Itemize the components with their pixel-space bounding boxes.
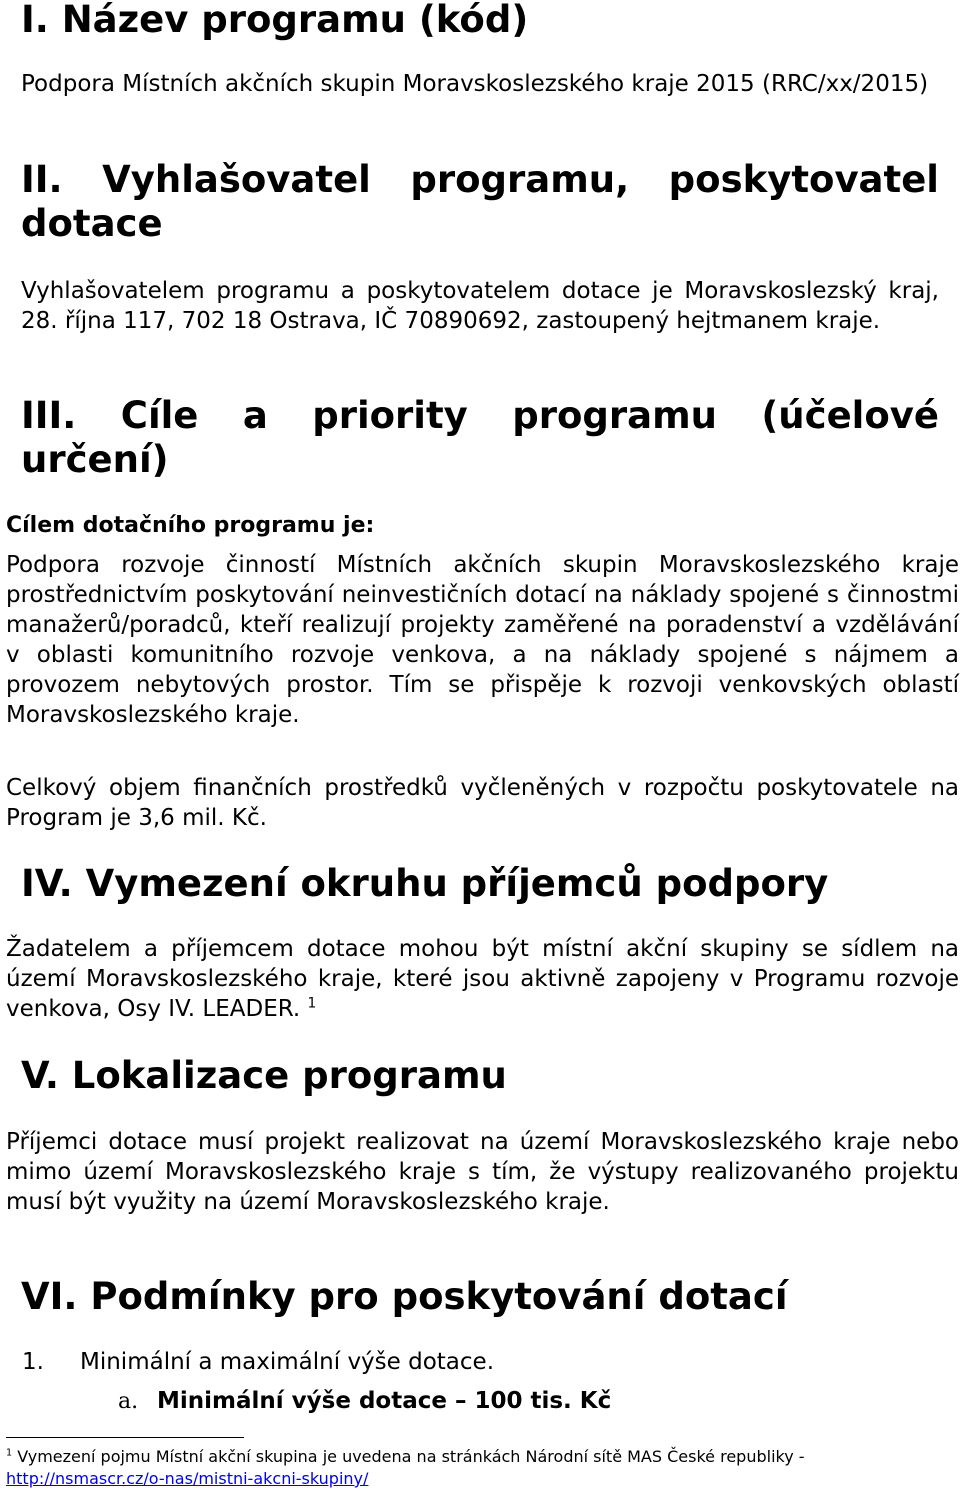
footnote-text: Vymezení pojmu Místní akční skupina je uvedena na stránkách Národní sítě MAS České republiky - — [17, 1447, 805, 1466]
footnote-link[interactable]: http://nsmascr.cz/o-nas/mistni-akcni-skupiny/ — [6, 1469, 369, 1488]
section-heading-6: VI. Podmínky pro poskytování dotací — [21, 1275, 788, 1318]
section-text-3b: Celkový objem finančních prostředků vyčleněných v rozpočtu poskytovatele na Program je 3,6 mil. Kč. — [6, 775, 959, 831]
section-heading-3: III. Cíle a priority programu (účelové určení) — [21, 394, 939, 481]
section-text-3: Podpora rozvoje činností Místních akčních skupin Moravskoslezského kraje prostřednictvím poskytování neinvestičních dotací na náklady spojené s činnostmi manažerů/poradců, kteří realizují projekty zaměřené na poradenství a vzdělávání v oblasti komunitního rozvoje venkova, a na náklady spojené s nájmem a provozem nebytových prostor. Tím se přispěje k rozvoji venkovských oblastí Moravskoslezského kraje. — [6, 552, 959, 728]
list-item-text: Minimální a maximální výše dotace. — [80, 1349, 494, 1375]
section-heading-4: IV. Vymezení okruhu příjemců podpory — [21, 862, 829, 905]
section-heading-5: V. Lokalizace programu — [21, 1054, 507, 1097]
section-text-4-body: Žadatelem a příjemcem dotace mohou být místní akční skupiny se sídlem na území Moravskoslezského kraje, které jsou aktivně zapojeny v Programu rozvoje venkova, Osy IV. LEADER. — [6, 936, 959, 1022]
footnote-divider — [6, 1437, 244, 1438]
section-heading-2: II. Vyhlašovatel programu, poskytovatel dotace — [21, 158, 939, 245]
section-text-2: Vyhlašovatelem programu a poskytovatelem dotace je Moravskoslezský kraj, 28. října 117, 702 18 Ostrava, IČ 70890692, zastoupený hejtmanem kraje. — [21, 278, 939, 334]
section-text-4 — [6, 934, 959, 1024]
section-text-1: Podpora Místních akčních skupin Moravskoslezského kraje 2015 (RRC/xx/2015) — [21, 71, 929, 97]
section-heading-1: I. Název programu (kód) — [21, 0, 529, 41]
sublist-item-text: Minimální výše dotace – 100 tis. Kč — [157, 1388, 612, 1414]
footnote-number: 1 — [6, 1447, 13, 1459]
sublist-item-marker: a. — [118, 1389, 139, 1414]
footnote-reference[interactable]: 1 — [307, 995, 317, 1012]
section-text-5: Příjemci dotace musí projekt realizovat na území Moravskoslezského kraje nebo mimo území Moravskoslezského kraje s tím, že výstupy realizovaného projektu musí být využity na území Moravskoslezského kraje. — [6, 1129, 959, 1215]
list-item-number: 1. — [22, 1349, 44, 1375]
section-subheading-3: Cílem dotačního programu je: — [6, 513, 375, 538]
footnote — [6, 1446, 956, 1490]
